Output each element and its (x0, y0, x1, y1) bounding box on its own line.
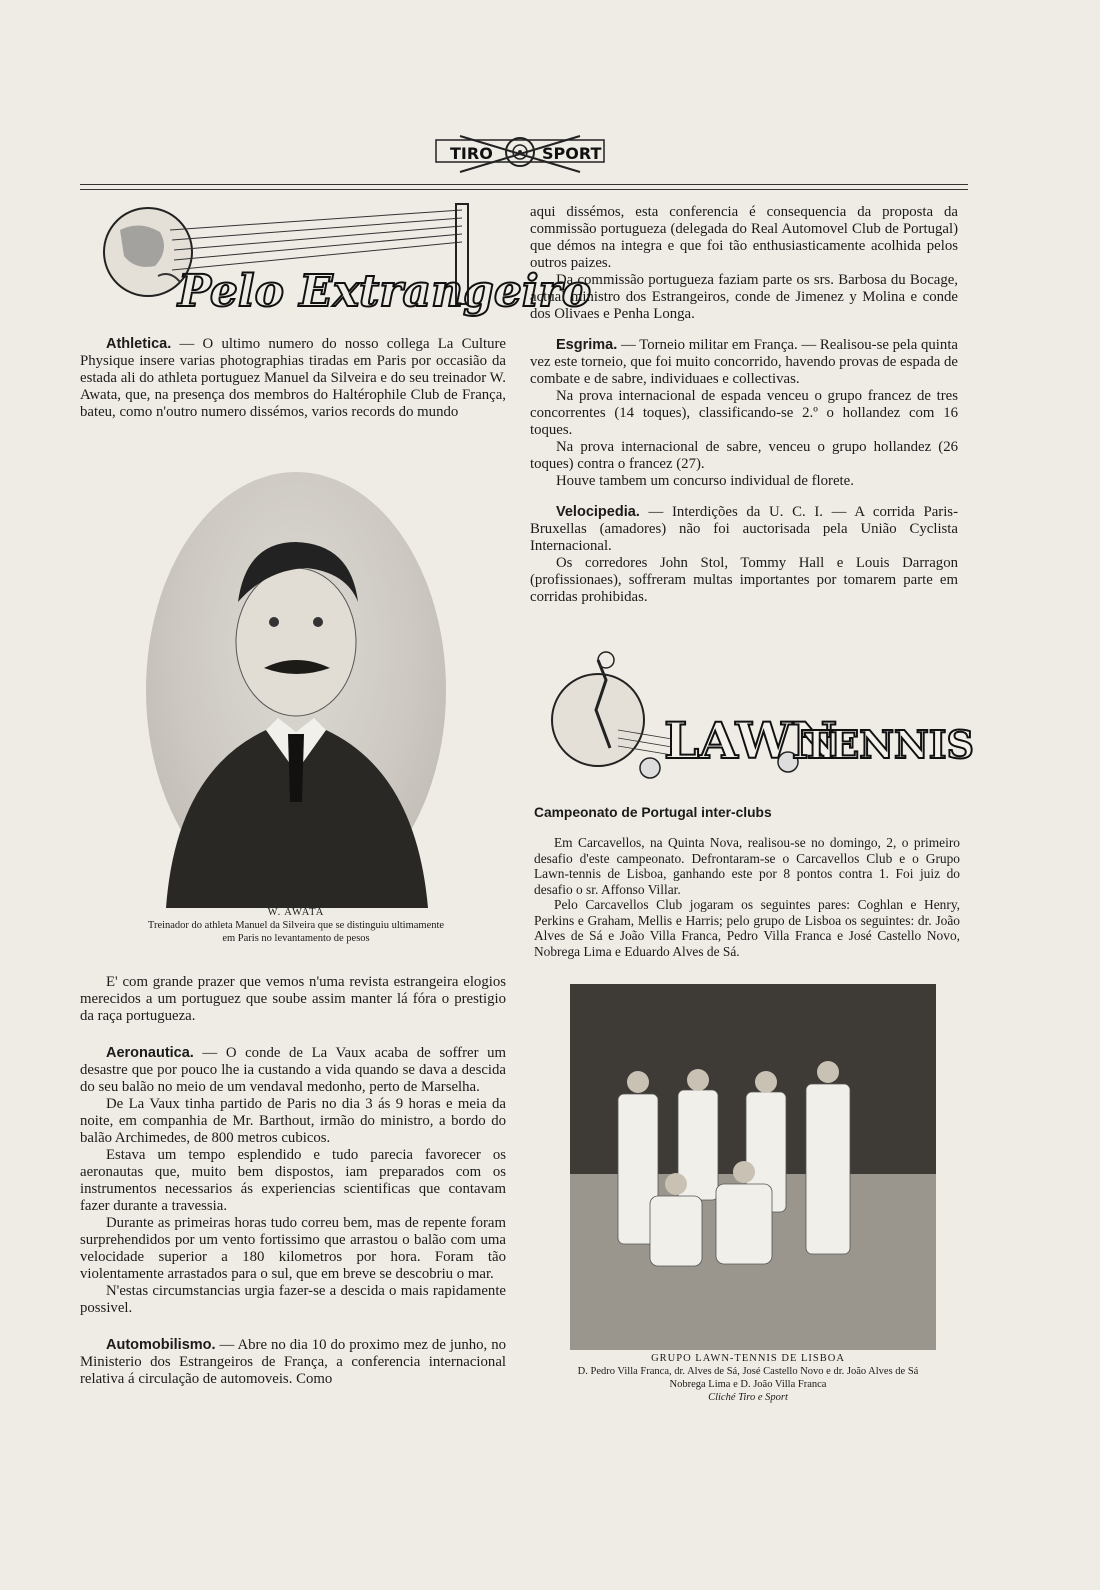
velocipedia-heading: Velocipedia. (556, 504, 640, 520)
tennis-group-photo (570, 984, 936, 1350)
aeronautica-paragraph-3: Estava um tempo esplendido e tudo parecia favorecer os aeronautas que, muito bem dispostos, iam preparados com os instrumentos necessarios ás experiencias scientificas que contavam fazer durante a travessia. (80, 1147, 506, 1214)
aeronautica-paragraph: Aeronautica. — O conde de La Vaux acaba de soffrer um desastre que por pouco lhe ia custando a vida quando se dava a descida do seu balão no meio de um vendaval medonho, perto de Marselha. (80, 1045, 506, 1095)
tennis-paragraph-1: Em Carcavellos, na Quinta Nova, realisou-se no domingo, 2, o primeiro desafio d'este campeonato. Defrontaram-se o Carcavellos Club e o Grupo Lawn-tennis de Lisboa, ganhando este por 8 pontos contra 1. Foi juiz do desafio o sr. Affonso Villar. (534, 835, 960, 897)
portrait-caption (110, 906, 482, 945)
banner-left-text: Pelo Extrangeiro (178, 266, 592, 317)
esgrima-heading: Esgrima. (556, 337, 618, 353)
automobilismo-continuation-2: Da commissão portugueza faziam parte os srs. Barbosa du Bocage, actual ministro dos Estrangeiros, conde de Jimenez y Molina e conde dos Olivaes e Penha Longa. (530, 272, 958, 322)
svg-text:SPORT: SPORT (542, 144, 602, 163)
esgrima-paragraph: Esgrima. — Torneio militar em França. — Realisou-se pela quinta vez este torneio, que foi muito concorrido, havendo provas de espada de combate e de sabre, individuaes e collectivas. (530, 337, 958, 387)
awata-portrait (146, 472, 446, 908)
header-rule-bottom (80, 189, 968, 190)
left-column-lower (80, 974, 506, 1388)
group-caption-line-2: Nobrega Lima e D. João Villa Franca (669, 1379, 827, 1390)
left-column (80, 336, 506, 421)
athletica-heading: Athletica. (106, 336, 172, 352)
tennis-section (534, 835, 960, 959)
aeronautica-paragraph-2: De La Vaux tinha partido de Paris no dia 3 ás 9 horas e meia da noite, em companhia de Mr. Barthout, irmão do ministro, a bordo do balão Archimedes, de 800 metros cubicos. (80, 1096, 506, 1146)
automobilismo-heading: Automobilismo. (106, 1337, 216, 1353)
velocipedia-paragraph-2: Os corredores John Stol, Tommy Hall e Louis Darragon (profissionaes), soffreram multas importantes por tomarem parte em corridas prohibidas. (530, 555, 958, 605)
aeronautica-paragraph-4: Durante as primeiras horas tudo correu bem, mas de repente foram surprehendidos por um vento fortissimo que arrastou o balão com uma velocidade superior a 180 kilometros por hora. Foram tão violentamente arrastados para o sul, que em breve se descobriu o mar. (80, 1215, 506, 1282)
right-column (530, 204, 958, 606)
group-caption (534, 1352, 962, 1404)
portrait-title: W. AWATA (267, 907, 325, 918)
group-caption-line-1: D. Pedro Villa Franca, dr. Alves de Sá, José Castello Novo e dr. João Alves de Sá (577, 1366, 919, 1377)
tennis-paragraph-2: Pelo Carcavellos Club jogaram os seguintes pares: Coghlan e Henry, Perkins e Graham, Mellis e Harris; pelo grupo de Lisboa os seguintes: dr. João Alves de Sá e João Villa Franca, Pedro Villa Franca e José Castello Novo, Nobrega Lima e Eduardo Alves de Sá. (534, 897, 960, 959)
automobilismo-paragraph: Automobilismo. — Abre no dia 10 do proximo mez de junho, no Ministerio dos Estrangeiros de França, a conferencia internacional relativa á circulação de automoveis. Como (80, 1337, 506, 1387)
group-title: GRUPO LAWN-TENNIS DE LISBOA (651, 1353, 845, 1364)
pelo-extrangeiro-banner (100, 200, 592, 318)
praise-paragraph: E' com grande prazer que vemos n'uma revista estrangeira elogios merecidos a um portuguez que soube assim manter lá fóra o prestigio da raça portugueza. (80, 974, 506, 1024)
tennis-heading: Campeonato de Portugal inter-clubs (534, 805, 772, 820)
aeronautica-paragraph-5: N'estas circumstancias urgia fazer-se a descida o mais rapidamente possivel. (80, 1283, 506, 1316)
masthead-logo (430, 130, 610, 178)
esgrima-paragraph-4: Houve tambem um concurso individual de florete. (556, 473, 854, 489)
portrait-caption-line-1: Treinador do athleta Manuel da Silveira que se distinguiu ultimamente (147, 920, 445, 931)
portrait-caption-line-2: em Paris no levantamento de pesos (222, 933, 370, 944)
lawn-tennis-banner (548, 650, 974, 780)
header-rule-top (80, 184, 968, 185)
svg-text:TENNIS: TENNIS (802, 722, 974, 767)
masthead-text: TIRO (450, 144, 493, 163)
automobilismo-continuation: aqui dissémos, esta conferencia é consequencia da proposta da commissão portugueza (delegada do Real Automovel Club de Portugal) que démos na integra e que foi tão enthusiasticamente acolhida pelos outros paizes. (530, 204, 958, 271)
esgrima-paragraph-3: Na prova internacional de sabre, venceu o grupo hollandez (26 toques) contra o francez (27). (530, 439, 958, 472)
cliche-credit: Cliché Tiro e Sport (708, 1392, 788, 1403)
aeronautica-heading: Aeronautica. (106, 1045, 194, 1061)
banner-right-text: LAWN (664, 711, 838, 770)
esgrima-paragraph-2: Na prova internacional de espada venceu o grupo francez de tres concorrentes (14 toques), classificando-se 2.º o hollandez com 16 toques. (530, 388, 958, 438)
velocipedia-paragraph: Velocipedia. — Interdições da U. C. I. — A corrida Paris-Bruxellas (amadores) não foi auctorisada pela União Cyclista Internacional. (530, 504, 958, 554)
athletica-paragraph: Athletica. — O ultimo numero do nosso collega La Culture Physique insere varias photographias tiradas em Paris por occasião da estada ali do athleta portuguez Manuel da Silveira e do seu treinador W. Awata, que, na presença dos membros do Haltérophile Club de França, bateu, como n'outro numero dissémos, varios records do mundo (80, 336, 506, 420)
